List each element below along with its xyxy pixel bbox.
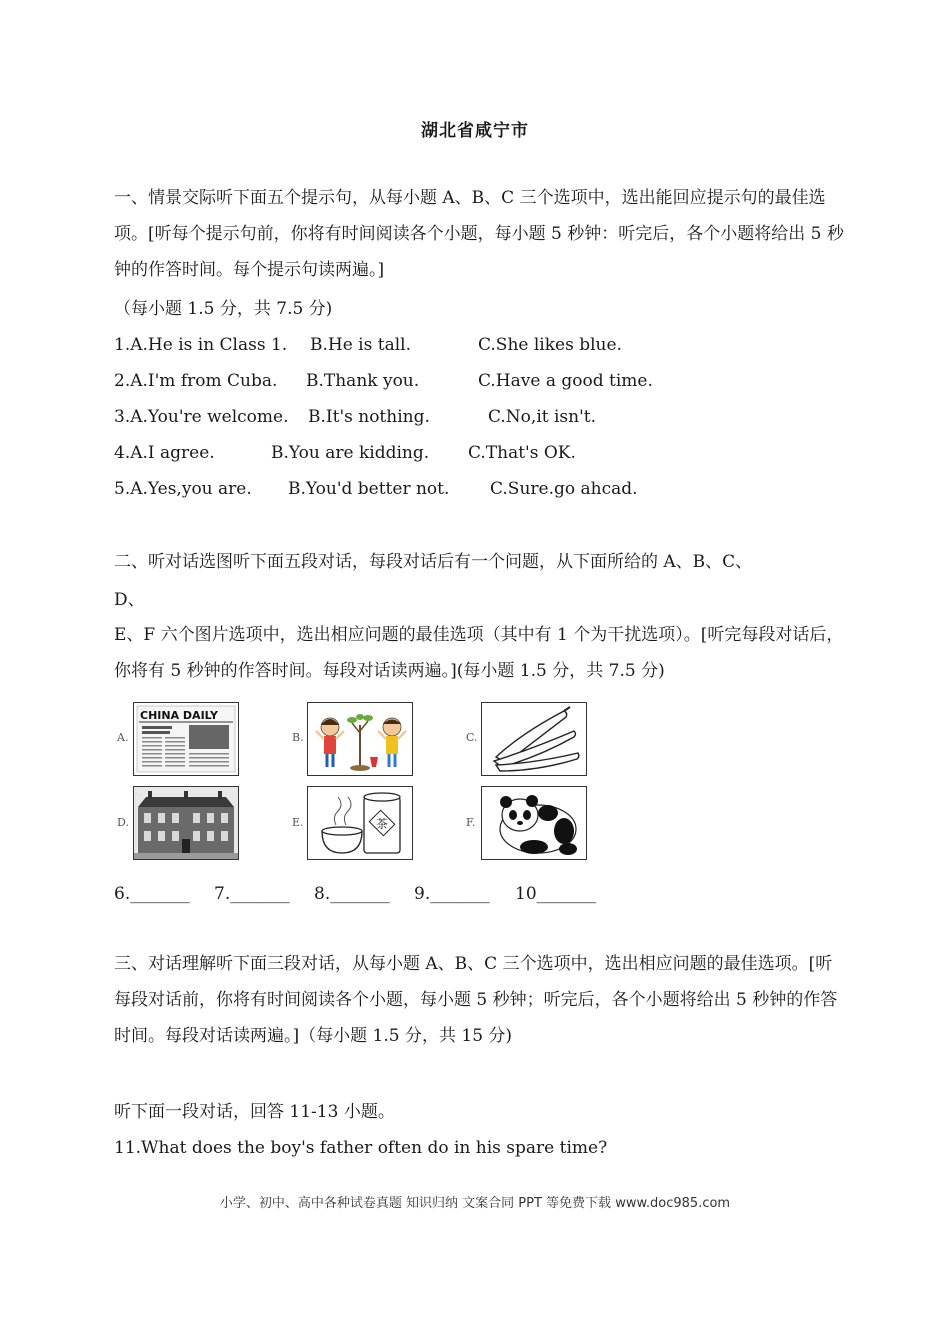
picture-b	[307, 702, 413, 776]
blank-7[interactable]: 7._______	[214, 884, 290, 904]
newspaper-masthead: CHINA DAILY	[140, 709, 218, 722]
page-footer: 小学、初中、高中各种试卷真题 知识归纳 文案合同 PPT 等免费下载 www.doc985.com	[219, 1196, 731, 1211]
picture-a-label: A.	[117, 731, 129, 744]
q3-option-a: 3.A.You're welcome.	[114, 407, 289, 427]
blank-8[interactable]: 8._______	[314, 884, 390, 904]
question-11: 11.What does the boy's father often do in his spare time?	[114, 1138, 608, 1158]
picture-e-label: E.	[292, 816, 304, 829]
q1-option-c: C.She likes blue.	[478, 335, 622, 355]
q3-option-b: B.It's nothing.	[308, 407, 430, 427]
section3-subheading: 听下面一段对话，回答 11-13 小题。	[114, 1102, 395, 1122]
q3-option-c: C.No,it isn't.	[488, 407, 597, 427]
picture-e	[307, 786, 413, 860]
q1-option-b: B.He is tall.	[310, 335, 411, 355]
section1-score: （每小题 1.5 分，共 7.5 分)	[114, 299, 333, 319]
newspaper-icon	[134, 703, 238, 775]
q2-option-a: 2.A.I'm from Cuba.	[114, 371, 278, 391]
page-title: 湖北省咸宁市	[421, 121, 529, 141]
section2-line2: D、	[114, 590, 145, 610]
section2-line3: E、F 六个图片选项中，选出相应问题的最佳选项（其中有 1 个为干扰选项）。[听完每段对话后，你将有 5 秒钟的作答时间。每段对话读两遍。](每小题 1.5 分，共 7.5 分)	[114, 625, 844, 681]
picture-d-label: D.	[117, 816, 129, 829]
kids-planting-tree-icon	[308, 703, 412, 775]
tea-character: 茶	[375, 817, 389, 831]
blank-9[interactable]: 9._______	[414, 884, 490, 904]
section3-instructions: 三、对话理解听下面三段对话，从每小题 A、B、C 三个选项中，选出相应问题的最佳选项。[听每段对话前，你将有时间阅读各个小题，每小题 5 秒钟；听完后，各个小题将给出 5 秒钟的作答时间。每段对话读两遍。]（每小题 1.5 分，共 15 分)	[114, 954, 838, 1046]
picture-c	[481, 702, 587, 776]
q4-option-b: B.You are kidding.	[271, 443, 430, 463]
q5-option-a: 5.A.Yes,you are.	[114, 479, 252, 499]
blank-10[interactable]: 10_______	[515, 884, 597, 904]
picture-b-label: B.	[292, 731, 304, 744]
picture-a	[133, 702, 239, 776]
q4-option-a: 4.A.I agree.	[114, 443, 215, 463]
section2-line1: 二、听对话选图听下面五段对话，每段对话后有一个问题，从下面所给的 A、B、C、	[114, 552, 753, 572]
q5-option-b: B.You'd better not.	[288, 479, 450, 499]
picture-f	[481, 786, 587, 860]
q1-option-a: 1.A.He is in Class 1.	[114, 335, 288, 355]
picture-f-label: F.	[466, 816, 476, 829]
q2-option-c: C.Have a good time.	[478, 371, 653, 391]
building-icon	[134, 787, 238, 859]
tea-cup-and-jar-icon	[308, 787, 412, 859]
picture-d	[133, 786, 239, 860]
q5-option-c: C.Sure.go ahcad.	[490, 479, 638, 499]
panda-icon	[482, 787, 586, 859]
q4-option-c: C.That's OK.	[468, 443, 576, 463]
bananas-icon	[482, 703, 586, 775]
q2-option-b: B.Thank you.	[306, 371, 420, 391]
picture-c-label: C.	[466, 731, 478, 744]
blank-6[interactable]: 6._______	[114, 884, 190, 904]
section1-instructions: 一、情景交际听下面五个提示句，从每小题 A、B、C 三个选项中，选出能回应提示句的最佳选项。[听每个提示句前，你将有时间阅读各个小题，每小题 5 秒钟：听完后，各个小题将给出 5 秒钟的作答时间。每个提示句读两遍。]	[114, 188, 844, 280]
